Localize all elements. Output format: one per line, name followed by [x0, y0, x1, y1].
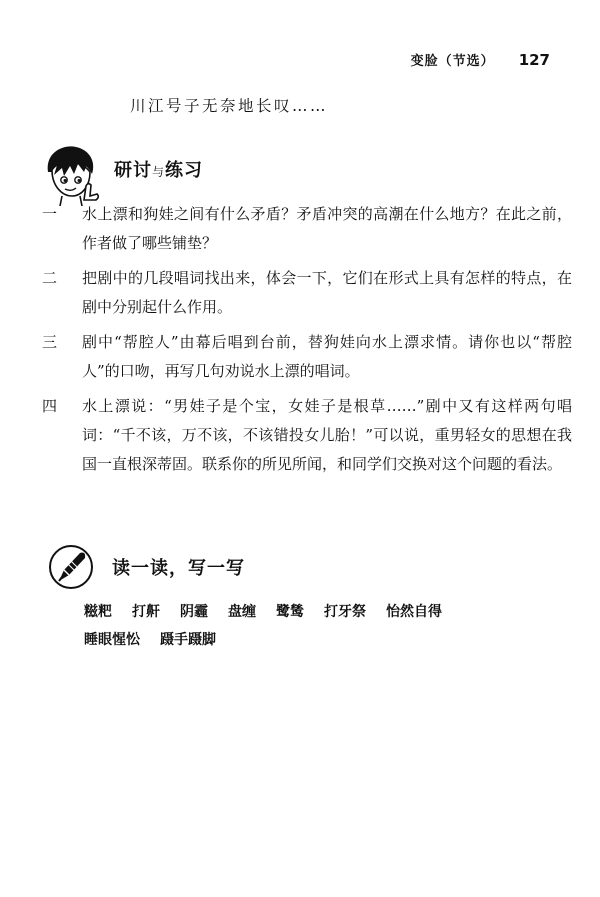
vocabulary-word: 阴霾	[180, 604, 208, 620]
vocabulary-word: 打牙祭	[324, 604, 366, 620]
vocabulary-word: 盘缠	[228, 604, 256, 620]
exercise-text: 水上漂说：“男娃子是个宝，女娃子是根草……”剧中又有这样两句唱词：“千不该，万不该，不该错投女儿胎！”可以说，重男轻女的思想在我国一直根深蒂固。联系你的所见所闻，和同学们交换对这个问题的看法。	[82, 397, 572, 473]
exercise-list	[42, 200, 572, 485]
closing-line: 川江号子无奈地长叹……	[130, 97, 329, 115]
vocabulary-word: 蹑手蹑脚	[160, 632, 216, 648]
exercise-number: 四	[42, 397, 58, 415]
vocabulary-row	[84, 626, 544, 654]
discussion-section-title: 研讨与练习	[114, 160, 204, 181]
read-write-section-header	[48, 538, 245, 596]
exercise-item	[42, 392, 572, 479]
exercise-number: 一	[42, 205, 58, 223]
exercise-number: 三	[42, 333, 58, 351]
discussion-section-header	[40, 142, 203, 208]
pen-icon	[48, 544, 94, 590]
vocabulary-row	[84, 598, 544, 626]
vocabulary-word: 糍粑	[84, 604, 112, 620]
exercise-text: 水上漂和狗娃之间有什么矛盾？矛盾冲突的高潮在什么地方？在此之前，作者做了哪些铺垫？	[82, 205, 572, 252]
exercise-number: 二	[42, 269, 58, 287]
vocabulary-word: 打鼾	[132, 604, 160, 620]
exercise-item	[42, 264, 572, 322]
vocabulary-word: 怡然自得	[386, 604, 442, 620]
thinking-student-icon	[40, 142, 102, 208]
vocabulary-word: 睡眼惺忪	[84, 632, 140, 648]
vocabulary-word: 鹭鸶	[276, 604, 304, 620]
exercise-item	[42, 200, 572, 258]
running-section-title: 变脸（节选）	[410, 54, 495, 69]
page-header	[411, 50, 550, 69]
page-number: 127	[518, 50, 550, 69]
exercise-item	[42, 328, 572, 386]
exercise-text: 把剧中的几段唱词找出来，体会一下，它们在形式上具有怎样的特点，在剧中分别起什么作用。	[82, 269, 572, 316]
vocabulary-list	[84, 598, 544, 654]
exercise-text: 剧中“帮腔人”由幕后唱到台前，替狗娃向水上漂求情。请你也以“帮腔人”的口吻，再写几句劝说水上漂的唱词。	[82, 333, 572, 380]
read-write-section-title: 读一读，写一写	[112, 558, 245, 579]
